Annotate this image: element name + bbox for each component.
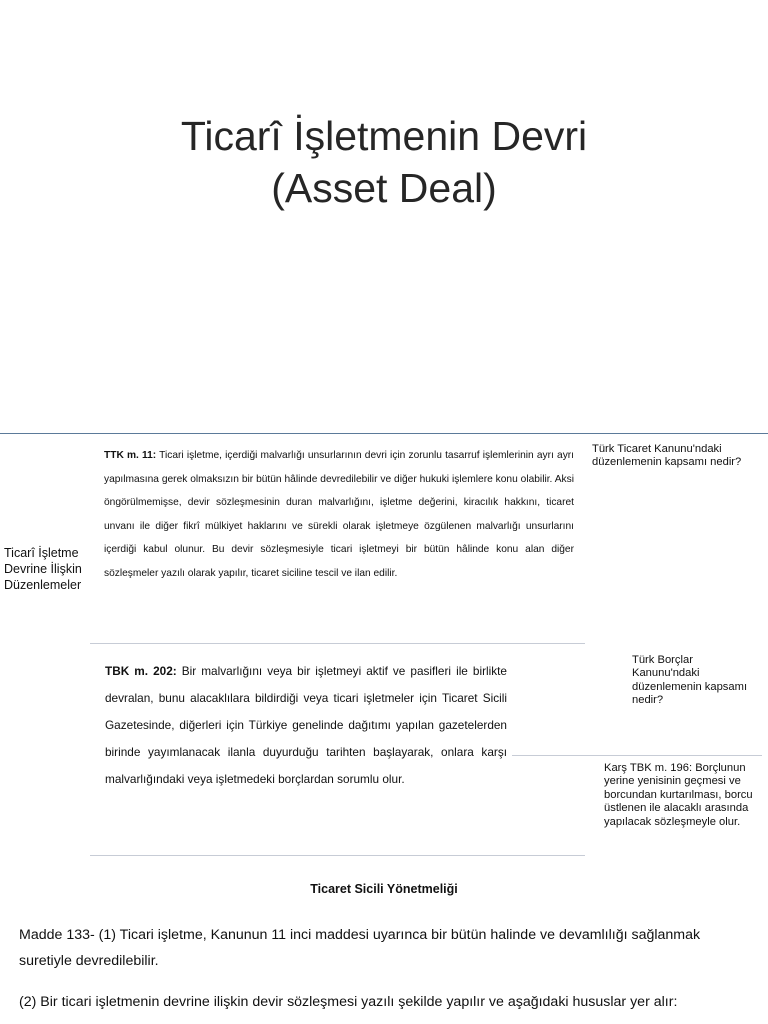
ttk-text: Ticari işletme, içerdiği malvarlığı unsurlarının devri için zorunlu tasarruf işlemlerinin ayrı ayrı yapılmasına gerek olmaksızın bir bütün hâlinde devredilebilir ve diğer hukuki işlemlere konu olabilir. Aksi öngörülmemişse, devir sözleşmesinin duran malvarlığını, işletme değerini, kiracılık hakkını, ticaret unvanı ile diğer fikrî mülkiyet haklarını ve sürekli olarak işletmeye özgülenen malvarlığı unsurlarını içerdiği kabul olunur. Bu devir sözleşmesiyle ticari işletmeyi bir bütün hâlinde konu alan diğer sözleşmeler yazılı olarak yapılır, ticaret siciline tescil ve ilan edilir. (104, 450, 575, 579)
madde-133-paragraph-1: Madde 133- (1) Ticari işletme, Kanunun 11 inci maddesi uyarınca bir bütün halinde ve devamlılığı sağlanmak suretiyle devredilebilir. (19, 927, 701, 969)
divider-notes (512, 755, 762, 756)
ttk-paragraph (104, 444, 574, 586)
note-ttk-question: Türk Ticaret Kanunu'ndaki düzenlemenin kapsamı nedir? (592, 443, 742, 469)
ttk-reference: TTK m. 11: (104, 450, 157, 461)
tbk-text: Bir malvarlığını veya bir işletmeyi aktif ve pasifleri ile birlikte devralan, bunu alacaklılara bildirdiği veya ticari işletmeler için Ticaret Sicili Gazetesinde, diğerleri için Türkiye genelinde dağıtımı yapılan gazetelerden birinde yayımlanacak ilanla duyurduğu tarihten başlayarak, onlara karşı malvarlığındaki veya işletmedeki borçlardan sorumlu olur. (105, 664, 507, 786)
regulation-heading: Ticaret Sicili Yönetmeliği (310, 882, 458, 896)
title-line-2: (Asset Deal) (271, 165, 497, 211)
slide-title (0, 110, 768, 214)
tbk-reference: TBK m. 202: (105, 664, 177, 678)
divider-tbk (90, 855, 585, 856)
madde-133-paragraph-2: (2) Bir ticari işletmenin devrine ilişkin devir sözleşmesi yazılı şekilde yapılır ve aşağıdaki hususlar yer alır: (19, 994, 678, 1010)
note-tbk-question: Türk Borçlar Kanunu'ndaki düzenlemenin kapsamı nedir? (632, 654, 748, 707)
tbk-paragraph (105, 658, 507, 793)
section-divider (0, 433, 768, 434)
side-label: Ticarî İşletme Devrine İlişkin Düzenlemeler (4, 546, 82, 592)
note-kars-tbk-196: Karş TBK m. 196: Borçlunun yerine yenisinin geçmesi ve borcundan kurtarılması, borcu üstlenen ile alacaklı arasında yapılacak sözleşmeyle olur. (604, 762, 753, 828)
title-line-1: Ticarî İşletmenin Devri (180, 113, 588, 159)
divider-ttk (90, 643, 585, 644)
